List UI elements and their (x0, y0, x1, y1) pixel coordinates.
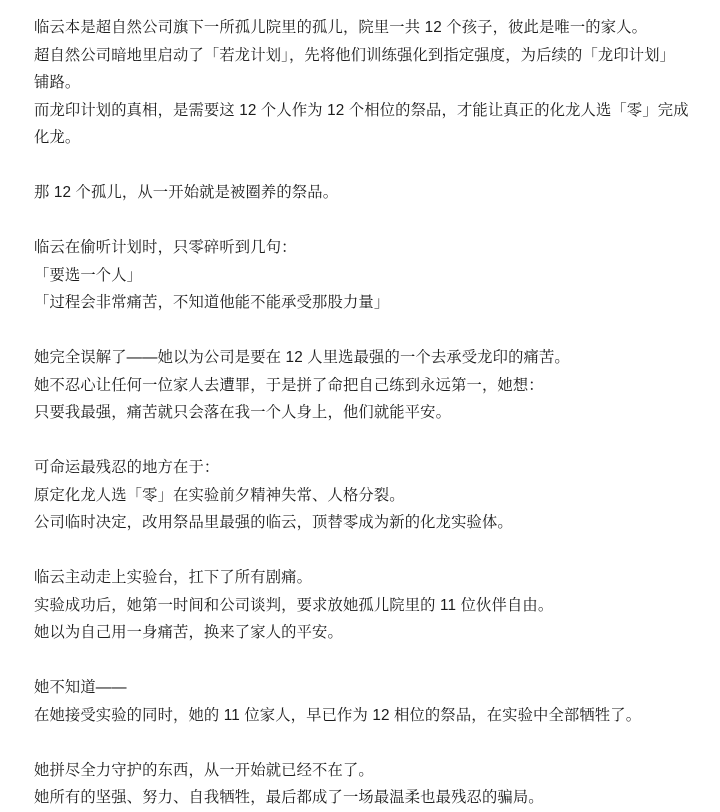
text-line: 临云主动走上实验台，扛下了所有剧痛。 (34, 569, 313, 586)
paragraph-spacer (34, 729, 690, 757)
text-line: 而龙印计划的真相，是需要这 12 个人作为 12 个相位的祭品，才能让真正的化龙人选「零」完成化龙。 (34, 101, 689, 146)
text-line: 她不知道—— (34, 679, 127, 696)
text-line: 「要选一个人」 (34, 266, 143, 284)
paragraph-spacer (34, 647, 690, 675)
text-line: 她拼尽全力守护的东西，从一开始就已经不在了。 (34, 761, 374, 779)
text-line: 超自然公司暗地里启动了「若龙计划」，先将他们训练强化到指定强度，为后续的「龙印计划」铺路。 (34, 46, 676, 91)
text-line: 在她接受实验的同时，她的 11 位家人，早已作为 12 相位的祭品，在实验中全部牺牲了。 (34, 706, 642, 724)
text-line: 「过程会非常痛苦，不知道他能不能承受那股力量」 (34, 294, 390, 311)
paragraph-block (34, 757, 690, 812)
paragraph-block (34, 564, 690, 647)
text-line: 只要我最强，痛苦就只会落在我一个人身上，他们就能平安。 (34, 404, 452, 421)
paragraph-spacer (34, 317, 690, 345)
paragraph-spacer (34, 207, 690, 235)
paragraph-spacer (34, 537, 690, 565)
paragraph-block (34, 179, 690, 207)
text-line: 临云在偷听计划时，只零碎听到几句： (34, 239, 297, 256)
text-line: 临云本是超自然公司旗下一所孤儿院里的孤儿，院里一共 12 个孩子，彼此是唯一的家人。 (34, 19, 648, 36)
paragraph-spacer (34, 152, 690, 180)
text-line: 原定化龙人选「零」在实验前夕精神失常、人格分裂。 (34, 486, 405, 504)
text-line: 可命运最残忍的地方在于： (34, 459, 220, 476)
paragraph-block (34, 344, 690, 427)
text-line: 那 12 个孤儿，从一开始就是被圈养的祭品。 (34, 184, 339, 201)
text-line: 她不忍心让任何一位家人去遭罪，于是拼了命把自己练到永远第一，她想： (34, 376, 544, 394)
paragraph-block (34, 234, 690, 317)
text-line: 实验成功后，她第一时间和公司谈判，要求放她孤儿院里的 11 位伙伴自由。 (34, 596, 554, 614)
text-line: 公司临时决定，改用祭品里最强的临云，顶替零成为新的化龙实验体。 (34, 514, 513, 531)
text-line: 她完全误解了——她以为公司是要在 12 人里选最强的一个去承受龙印的痛苦。 (34, 349, 570, 366)
text-line: 她以为自己用一身痛苦，换来了家人的平安。 (34, 624, 343, 641)
paragraph-block (34, 674, 690, 729)
paragraph-block (34, 14, 690, 152)
text-line: 她所有的坚强、努力、自我牺牲，最后都成了一场最温柔也最残忍的骗局。 (34, 789, 544, 806)
paragraph-block (34, 454, 690, 537)
paragraph-spacer (34, 427, 690, 455)
